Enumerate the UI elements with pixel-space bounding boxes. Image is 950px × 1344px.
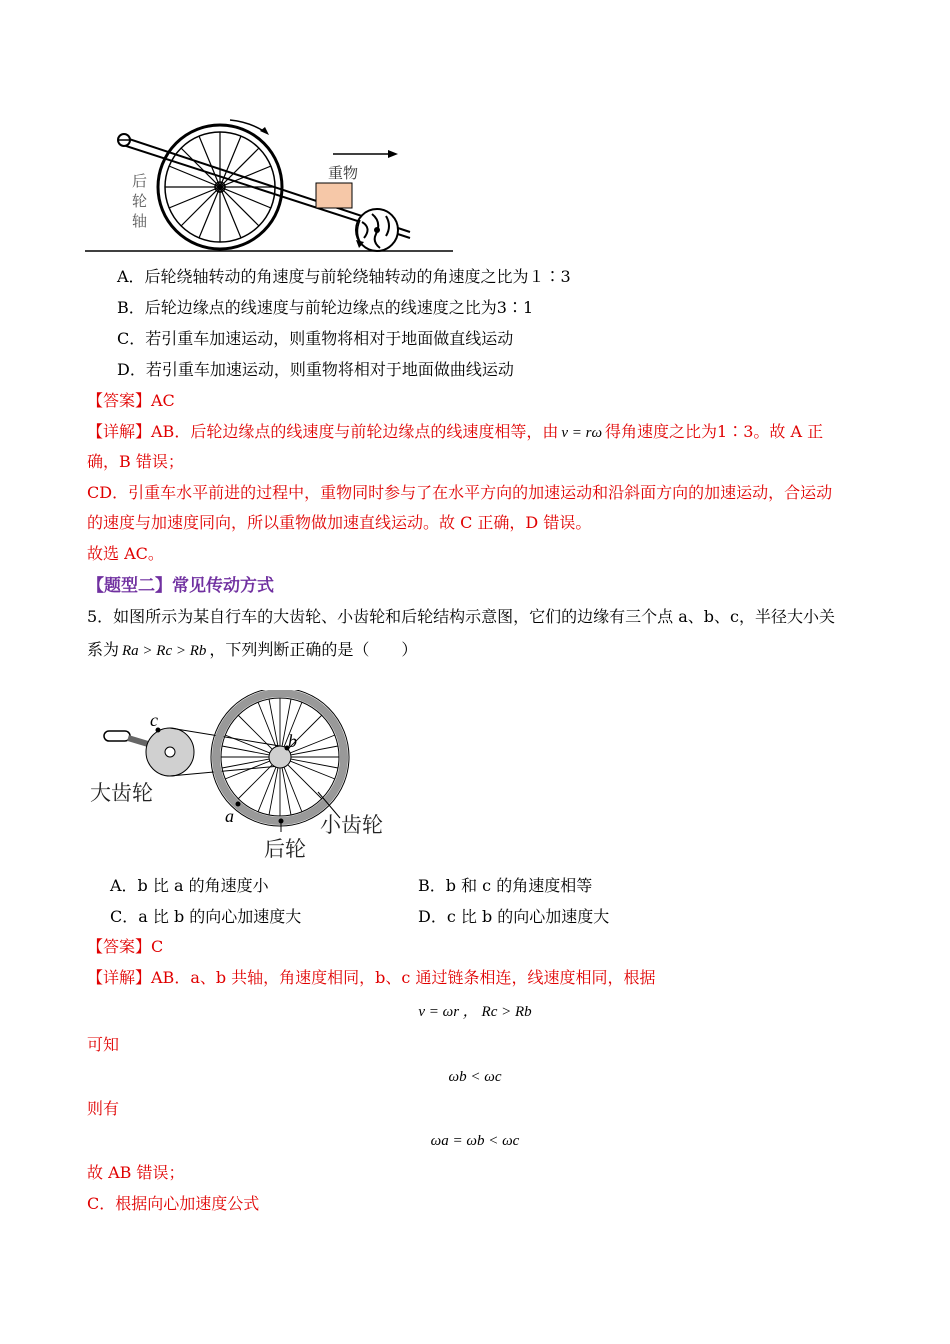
q5-detail-line3: 则有 bbox=[87, 1099, 120, 1118]
q4-detail-line1-a: 【详解】AB．后轮边缘点的线速度与前轮边缘点的线速度相等，由 bbox=[87, 422, 559, 441]
q4-option-a: A．后轮绕轴转动的角速度与前轮绕轴转动的角速度之比为１∶3 bbox=[117, 267, 571, 286]
label-small-gear: 小齿轮 bbox=[320, 813, 383, 837]
figure-cart bbox=[80, 110, 470, 260]
label-b: b bbox=[288, 731, 297, 751]
label-rear-wheel: 后轮 bbox=[264, 837, 306, 861]
q4-option-c: C．若引重车加速运动，则重物将相对于地面做直线运动 bbox=[117, 329, 514, 348]
q4-detail-line1 bbox=[87, 422, 823, 443]
q4-detail-line1-b: 得角速度之比为1∶3。故 A 正 bbox=[605, 422, 824, 441]
q5-stem-line2 bbox=[87, 640, 417, 661]
label-big-gear: 大齿轮 bbox=[90, 781, 153, 805]
q5-stem-line2-b: ，下列判断正确的是（ ） bbox=[209, 640, 418, 659]
q5-stem-line2-a: 系为 bbox=[87, 640, 120, 659]
q5-detail-line4: 故 AB 错误； bbox=[87, 1163, 185, 1182]
q5-option-b: B．b 和 c 的角速度相等 bbox=[418, 876, 593, 895]
q4-option-b: B．后轮边缘点的线速度与前轮边缘点的线速度之比为3∶1 bbox=[117, 298, 534, 317]
q5-detail-line1: 【详解】AB．a、b 共轴，角速度相同，b、c 通过链条相连，线速度相同，根据 bbox=[87, 968, 656, 987]
q5-option-c: C．a 比 b 的向心加速度大 bbox=[110, 907, 302, 926]
label-a: a bbox=[225, 806, 234, 826]
q5-eq2: ωb < ωc bbox=[448, 1069, 502, 1085]
q5-stem-line1: 5．如图所示为某自行车的大齿轮、小齿轮和后轮结构示意图，它们的边缘有三个点 a、b、c，半径大小关 bbox=[87, 607, 836, 626]
figure-bicycle-gears bbox=[88, 690, 408, 870]
q5-radius-relation: Ra > Rc > Rb bbox=[122, 643, 207, 659]
weight-box bbox=[316, 183, 352, 208]
q4-detail-line3: CD．引重车水平前进的过程中，重物同时参与了在水平方向的加速运动和沿斜面方向的加速运动，合运动 bbox=[87, 483, 833, 502]
q4-answer: 【答案】AC bbox=[87, 391, 175, 410]
big-gear-icon bbox=[146, 728, 194, 776]
q4-detail-formula: v = rω bbox=[561, 425, 603, 441]
label-c: c bbox=[150, 710, 158, 730]
rear-wheel-icon bbox=[158, 125, 282, 249]
q5-answer: 【答案】C bbox=[87, 937, 164, 956]
q4-detail-line4: 的速度与加速度同向，所以重物做加速直线运动。故 C 正确，D 错误。 bbox=[87, 513, 592, 532]
q4-option-d: D．若引重车加速运动，则重物将相对于地面做曲线运动 bbox=[117, 360, 514, 379]
q4-detail-line2: 确，B 错误； bbox=[87, 452, 184, 471]
q5-option-a: A．b 比 a 的角速度小 bbox=[110, 876, 269, 895]
label-axle-3: 轴 bbox=[132, 212, 148, 230]
point-a bbox=[236, 802, 241, 807]
q5-detail-line5: C．根据向心加速度公式 bbox=[87, 1194, 260, 1213]
section-title: 【题型二】常见传动方式 bbox=[87, 576, 274, 596]
q5-option-d: D．c 比 b 的向心加速度大 bbox=[418, 907, 610, 926]
q5-eq1: v = ωr ， Rc > Rb bbox=[418, 1004, 532, 1020]
label-weight: 重物 bbox=[328, 164, 359, 182]
label-axle-1: 后 bbox=[132, 172, 148, 190]
q4-detail-line5: 故选 AC。 bbox=[87, 544, 164, 563]
label-axle-2: 轮 bbox=[132, 192, 148, 210]
q5-detail-line2: 可知 bbox=[87, 1035, 120, 1054]
q5-eq3: ωa = ωb < ωc bbox=[430, 1133, 520, 1149]
